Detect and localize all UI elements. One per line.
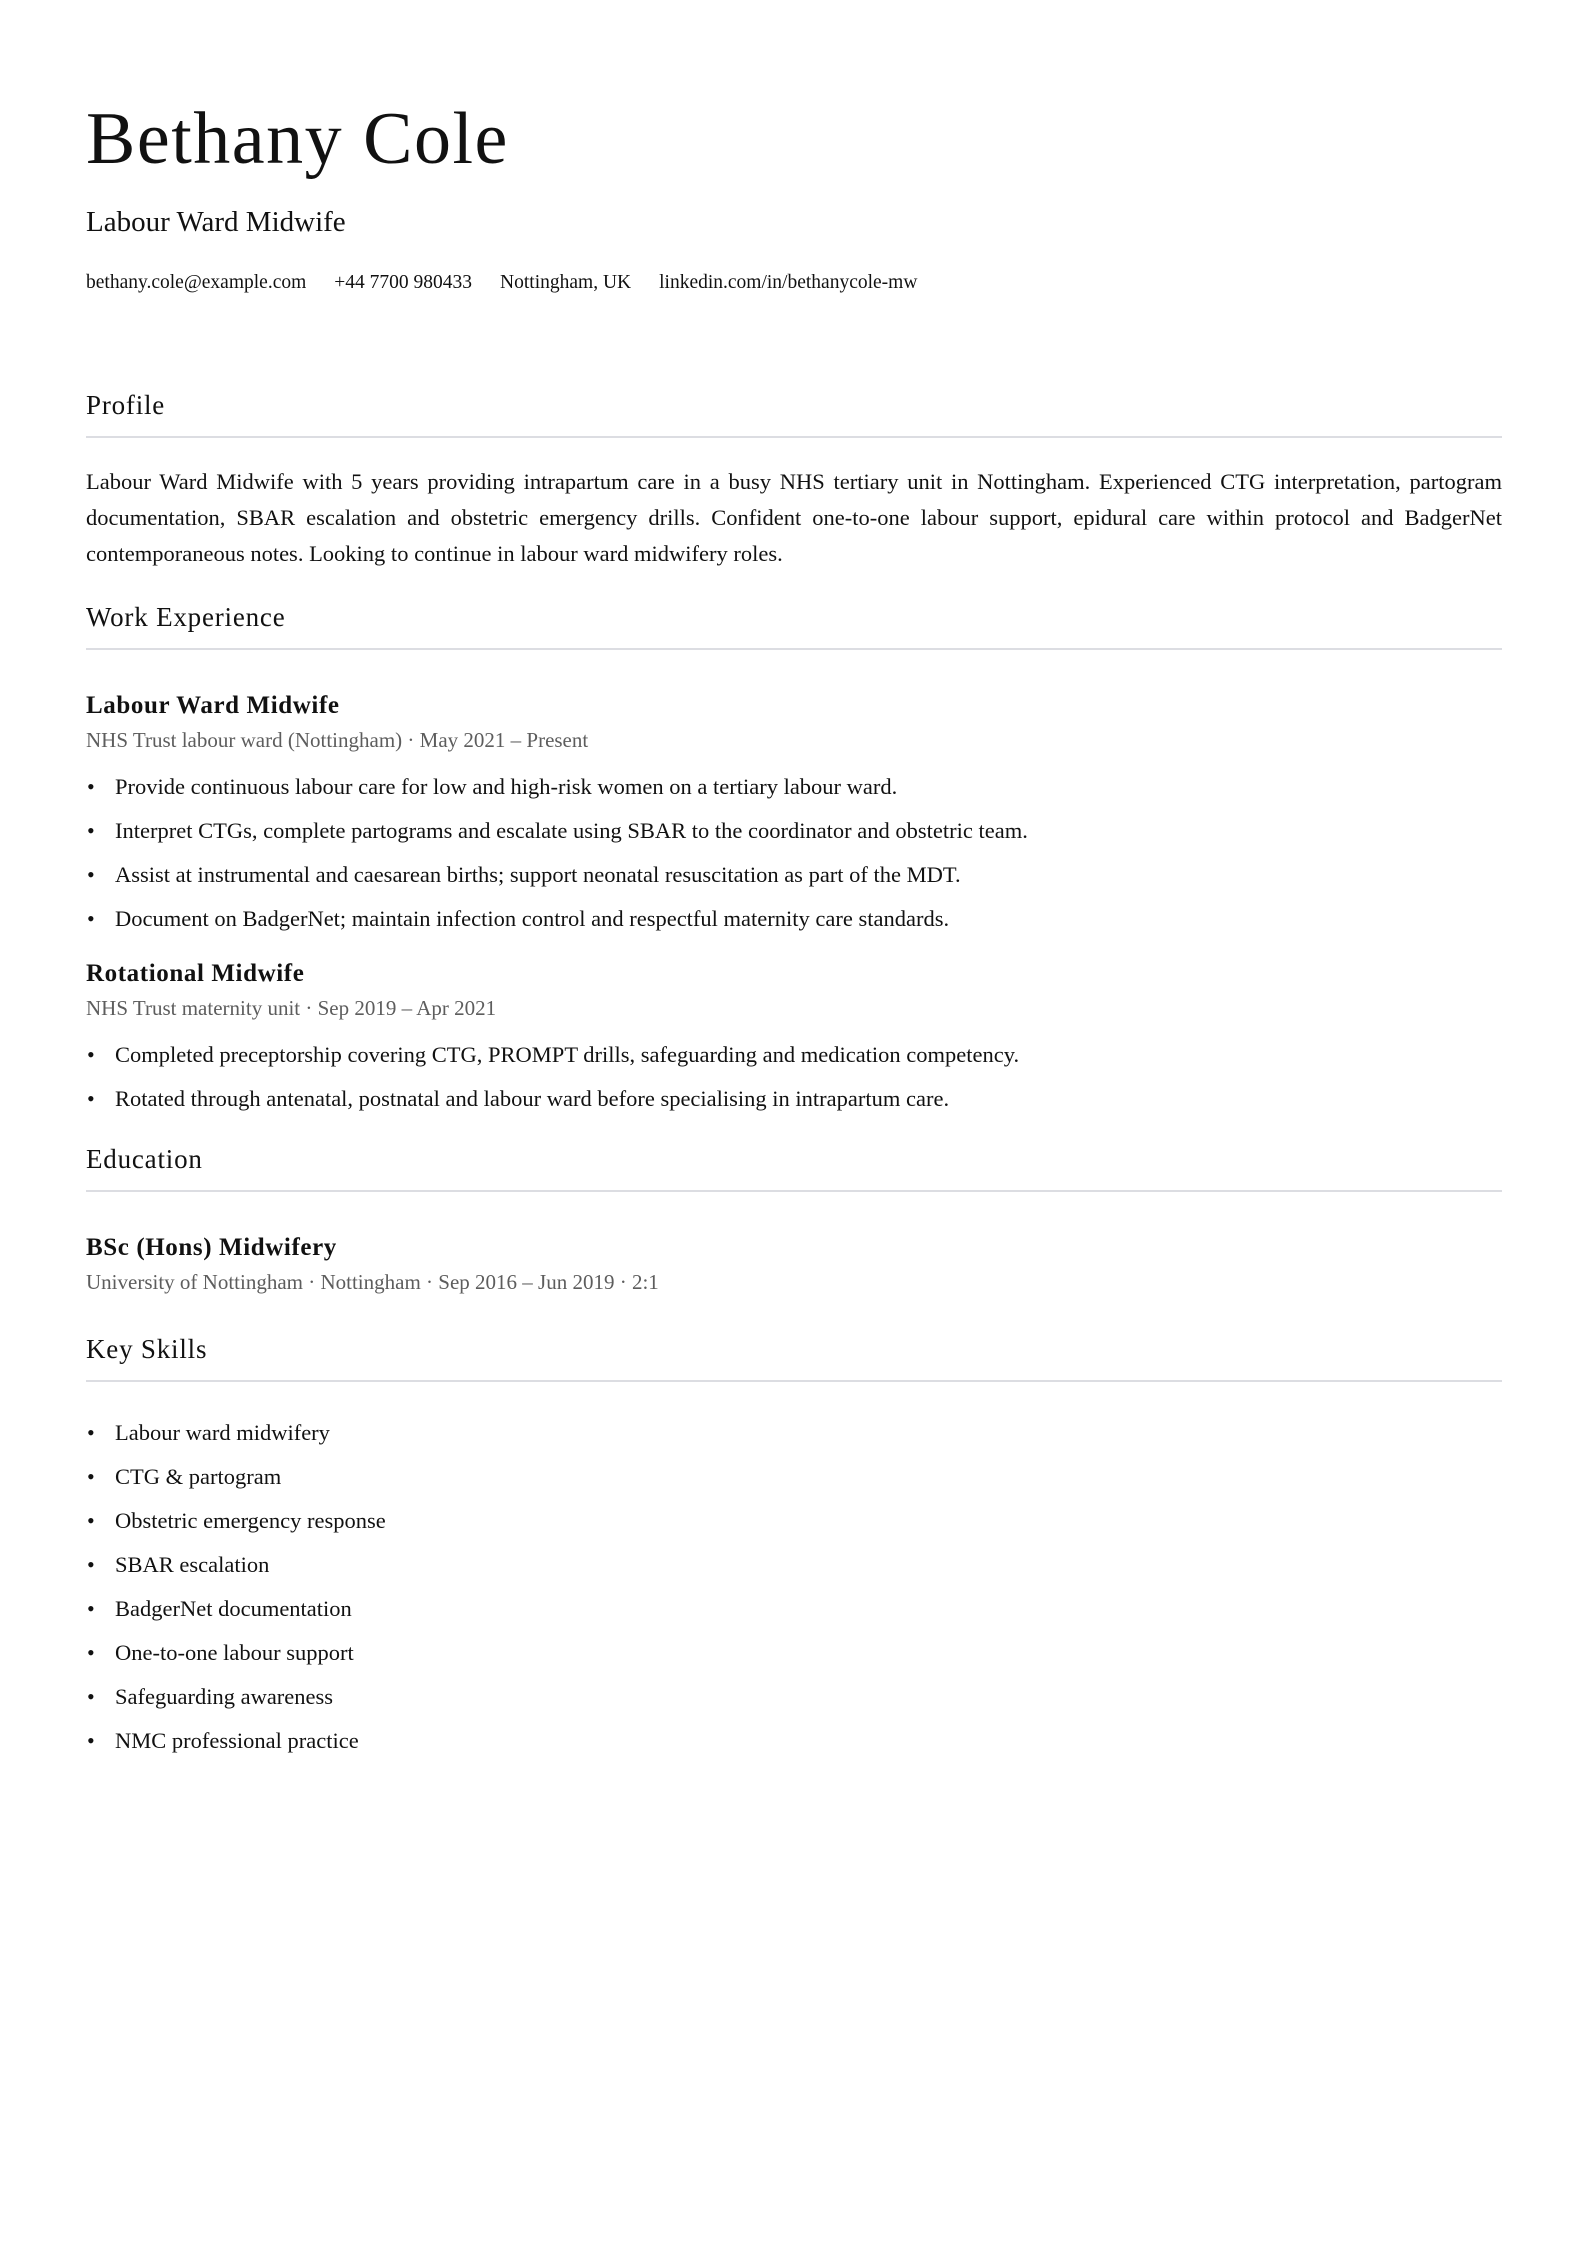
skill-item: • SBAR escalation bbox=[86, 1550, 1502, 1580]
section-title-skills: Key Skills bbox=[86, 1334, 208, 1364]
education-entry bbox=[86, 1232, 1502, 1296]
contact-location: Nottingham, UK bbox=[500, 272, 632, 293]
job-bullet: • Document on BadgerNet; maintain infection control and respectful maternity care standards. bbox=[86, 904, 1502, 934]
skills-list bbox=[86, 1418, 1502, 1756]
section-title-experience: Work Experience bbox=[86, 602, 286, 632]
profile-section bbox=[86, 388, 1502, 572]
education-meta: University of Nottingham · Nottingham · Sep 2016 – Jun 2019 · 2:1 bbox=[86, 1270, 659, 1294]
job-entry bbox=[86, 958, 1502, 1114]
candidate-name: Bethany Cole bbox=[86, 98, 509, 180]
contact-email[interactable]: bethany.cole@example.com bbox=[86, 272, 307, 293]
section-divider bbox=[86, 1190, 1502, 1192]
job-bullet: • Interpret CTGs, complete partograms and escalate using SBAR to the coordinator and obstetric team. bbox=[86, 816, 1502, 846]
contact-phone[interactable]: +44 7700 980433 bbox=[334, 272, 473, 293]
contact-linkedin[interactable]: linkedin.com/in/bethanycole-mw bbox=[659, 272, 918, 293]
job-bullet: • Assist at instrumental and caesarean births; support neonatal resuscitation as part of the MDT. bbox=[86, 860, 1502, 890]
section-divider bbox=[86, 436, 1502, 438]
education-degree: BSc (Hons) Midwifery bbox=[86, 1234, 337, 1261]
section-divider bbox=[86, 648, 1502, 650]
job-bullets bbox=[86, 772, 1502, 934]
skill-item: • Labour ward midwifery bbox=[86, 1418, 1502, 1448]
skill-item: • BadgerNet documentation bbox=[86, 1594, 1502, 1624]
job-title: Rotational Midwife bbox=[86, 960, 305, 987]
job-bullet: • Rotated through antenatal, postnatal and labour ward before specialising in intrapartum care. bbox=[86, 1084, 1502, 1114]
section-title-education: Education bbox=[86, 1144, 203, 1174]
job-bullets bbox=[86, 1040, 1502, 1114]
experience-section bbox=[86, 600, 1502, 1114]
job-title: Labour Ward Midwife bbox=[86, 692, 340, 719]
section-divider bbox=[86, 1380, 1502, 1382]
skill-item: • CTG & partogram bbox=[86, 1462, 1502, 1492]
skill-item: • NMC professional practice bbox=[86, 1726, 1502, 1756]
job-bullet: • Provide continuous labour care for low and high-risk women on a tertiary labour ward. bbox=[86, 772, 1502, 802]
resume-header bbox=[86, 0, 1502, 296]
candidate-headline: Labour Ward Midwife bbox=[86, 206, 346, 238]
skill-item: • Obstetric emergency response bbox=[86, 1506, 1502, 1536]
skill-item: • Safeguarding awareness bbox=[86, 1682, 1502, 1712]
contact-line bbox=[86, 270, 1502, 296]
job-meta: NHS Trust labour ward (Nottingham) · May 2021 – Present bbox=[86, 728, 589, 752]
skills-section bbox=[86, 1332, 1502, 1756]
profile-summary: Labour Ward Midwife with 5 years providing intrapartum care in a busy NHS tertiary unit in Nottingham. Experienced CTG interpretation, partogram documentation, SBAR escalation and obstetric emergency drills. Confident one-to-one labour support, epidural care within protocol and BadgerNet contemporaneous notes. Looking to continue in labour ward midwifery roles. bbox=[86, 469, 1502, 566]
education-section bbox=[86, 1142, 1502, 1296]
job-meta: NHS Trust maternity unit · Sep 2019 – Apr 2021 bbox=[86, 996, 497, 1020]
skill-item: • One-to-one labour support bbox=[86, 1638, 1502, 1668]
section-title-profile: Profile bbox=[86, 390, 166, 420]
job-bullet: • Completed preceptorship covering CTG, PROMPT drills, safeguarding and medication competency. bbox=[86, 1040, 1502, 1070]
job-entry bbox=[86, 690, 1502, 934]
